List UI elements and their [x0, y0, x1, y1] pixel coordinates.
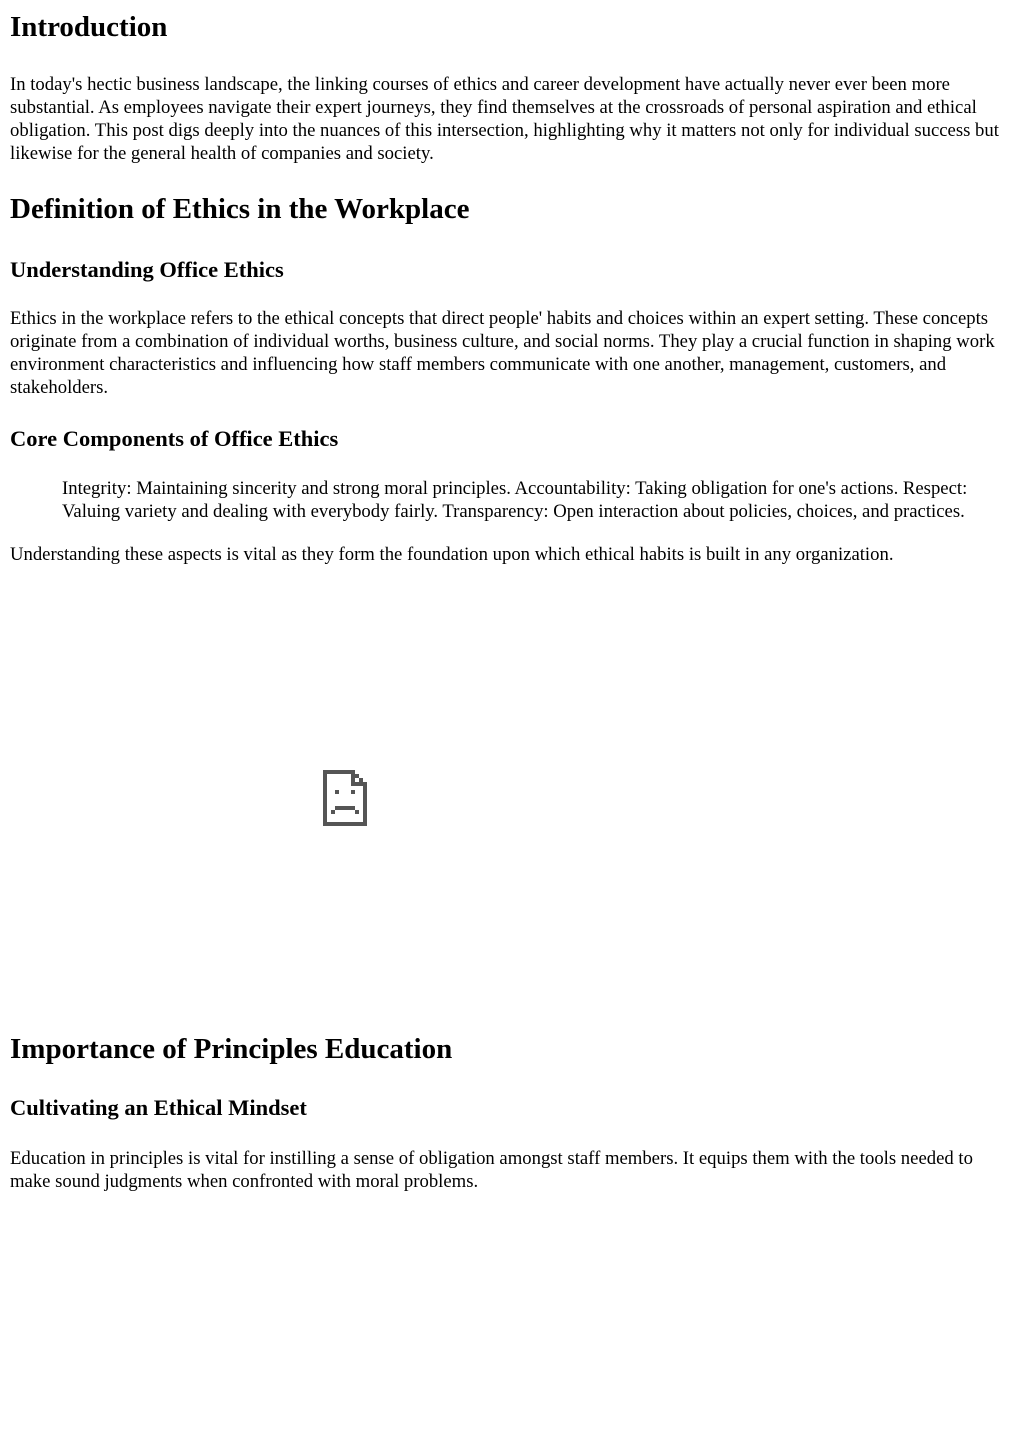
introduction-paragraph: In today's hectic business landscape, the linking courses of ethics and career development have actually never ever been more substantial. As employees navigate their expert journeys, they find themselves at the crossroads of personal aspiration and ethical obligation. This post digs deeply into the nuances of this intersection, highlighting why it matters not only for individual success but likewise for the general health of companies and society.	[10, 74, 999, 164]
education-paragraph: Education in principles is vital for instilling a sense of obligation amongst staff members. It equips them with the tools needed to make sound judgments when confronted with moral problems.	[10, 1148, 973, 1192]
importance-heading: Importance of Principles Education	[10, 1033, 453, 1065]
introduction-heading: Introduction	[10, 11, 168, 43]
article-image	[10, 576, 710, 1008]
definition-heading: Definition of Ethics in the Workplace	[10, 193, 470, 225]
broken-image-icon	[323, 770, 367, 826]
understanding-paragraph: Ethics in the workplace refers to the ethical concepts that direct people' habits and choices within an expert setting. These concepts originate from a combination of individual worths, business culture, and social norms. They play a crucial function in shaping work environment characteristics and influencing how staff members communicate with one another, management, customers, and stakeholders.	[10, 308, 995, 398]
understanding-heading: Understanding Office Ethics	[10, 257, 284, 282]
cultivating-heading: Cultivating an Ethical Mindset	[10, 1095, 307, 1120]
core-components-heading: Core Components of Office Ethics	[10, 426, 339, 451]
aspects-paragraph: Understanding these aspects is vital as they form the foundation upon which ethical habits is built in any organization.	[10, 544, 894, 565]
core-components-quote: Integrity: Maintaining sincerity and strong moral principles. Accountability: Taking obligation for one's actions. Respect: Valuing variety and dealing with everybody fairly. Transparency: Open interaction about policies, choices, and practices.	[62, 478, 968, 522]
